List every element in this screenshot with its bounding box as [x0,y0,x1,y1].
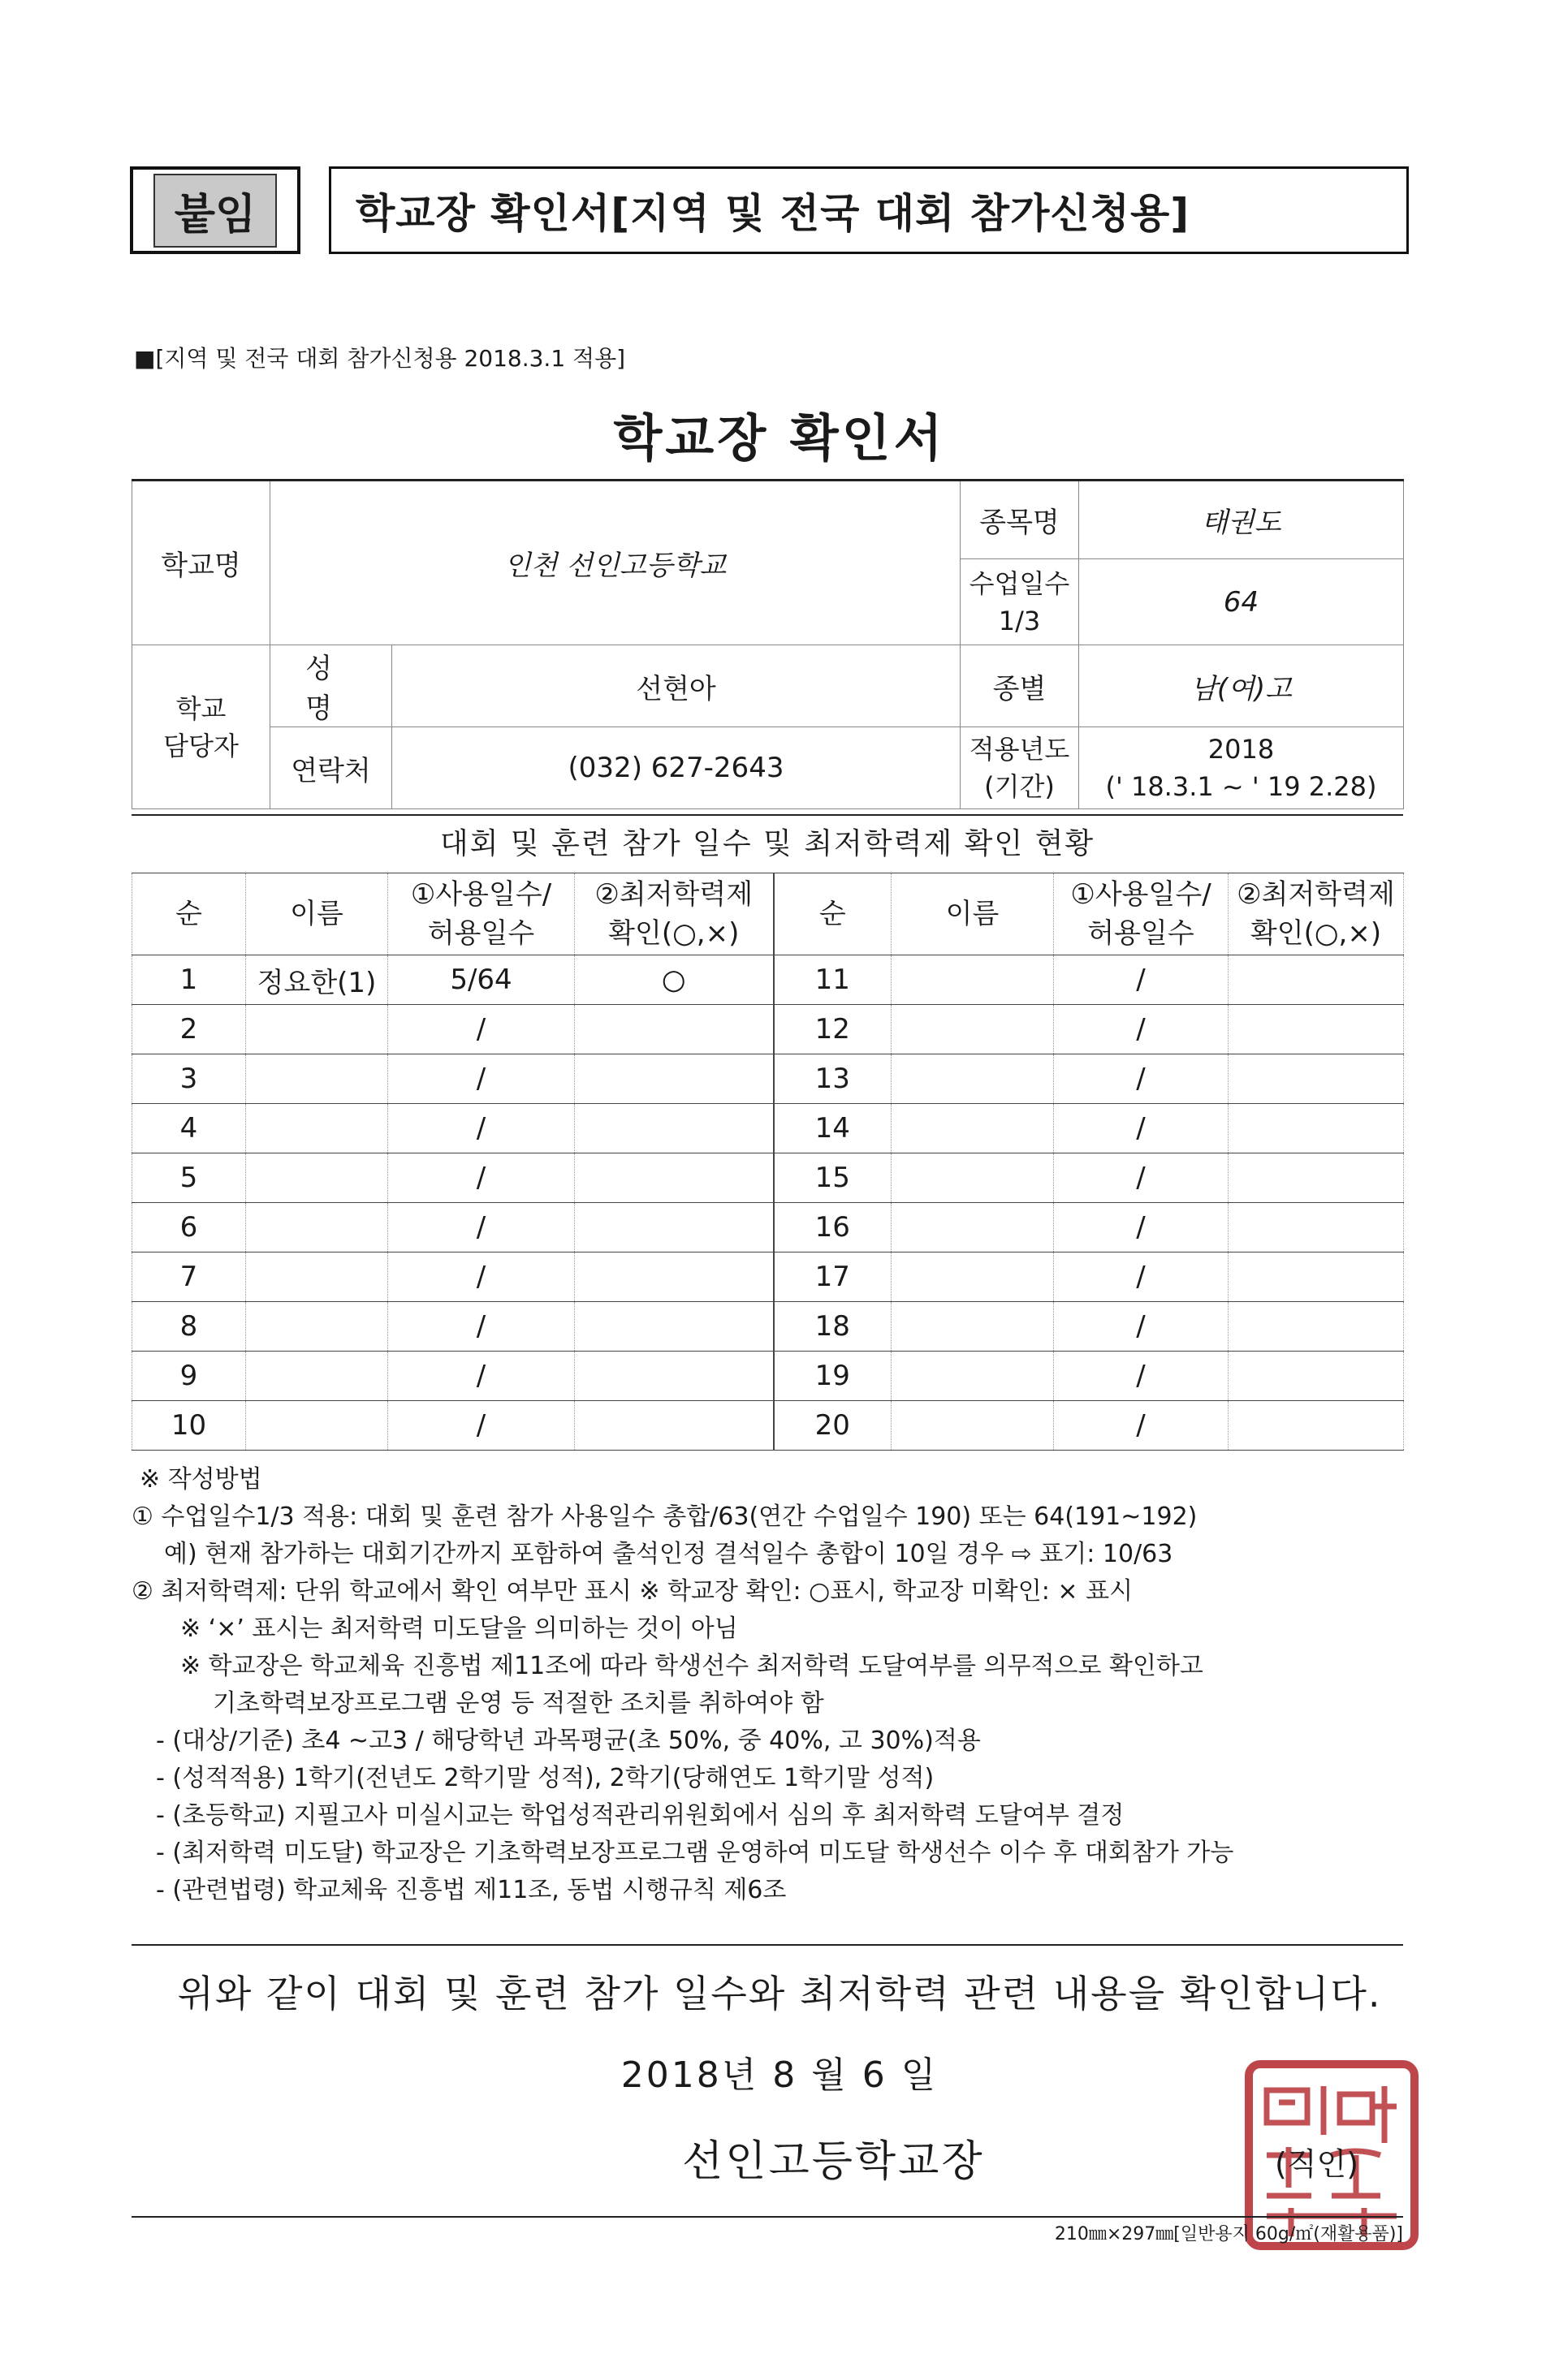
table-row [132,1153,1404,1203]
header-name: 이름 [246,873,388,955]
header-academic-right-2: 확인(○,×) [1250,917,1382,950]
header-days-1: ①사용일수/ [410,878,552,911]
cell-left-days: / [388,1005,575,1054]
cell-left-days: / [388,1153,575,1203]
cell-right-days: / [1054,1005,1229,1054]
school-days-label-1: 수업일수 [969,567,1070,599]
cell-left-no: 9 [132,1352,246,1401]
cell-right-name [892,1104,1054,1153]
sport-value: 태권도 [1079,481,1404,559]
cell-right-days: / [1054,1352,1229,1401]
header-academic-right [1229,873,1404,955]
note-target: - (대상/기준) 초4 ~고3 / 해당학년 과목평균(초 50%, 중 40%, 고 30%)적용 [156,1727,981,1755]
cell-left-name [246,1352,388,1401]
cell-right-no: 19 [774,1352,892,1401]
cell-left-check [575,1054,774,1104]
footer-divider [132,2216,1403,2218]
school-info-table [132,479,1404,809]
cell-left-no: 7 [132,1253,246,1302]
header-academic-2: 확인(○,×) [608,917,740,950]
cell-left-no: 1 [132,955,246,1005]
table-row [132,955,1404,1005]
cell-right-no: 20 [774,1401,892,1451]
cell-right-check [1229,1302,1404,1352]
table-row [132,1203,1404,1253]
cell-left-days: / [388,1203,575,1253]
note-x-meaning: ※ ‘×’ 표시는 최저학력 미도달을 의미하는 것이 아님 [180,1615,738,1643]
cell-left-name [246,1203,388,1253]
cell-left-name [246,1302,388,1352]
header-days-2: 허용일수 [427,917,535,950]
cell-right-name [892,1401,1054,1451]
school-name-label: 학교명 [132,481,270,645]
form-subnote: ■[지역 및 전국 대회 참가신청용 2018.3.1 적용] [134,345,626,372]
cell-left-name [246,1054,388,1104]
cell-right-no: 11 [774,955,892,1005]
note-elementary: - (초등학교) 지필고사 미실시교는 학업성적관리위원회에서 심의 후 최저학력 도달여부 결정 [156,1801,1125,1830]
contact-label: 연락처 [270,727,392,809]
cell-left-name [246,1401,388,1451]
cell-left-check [575,1253,774,1302]
notes-heading: ※ 작성방법 [140,1465,262,1494]
cell-right-no: 13 [774,1054,892,1104]
cell-left-check [575,1203,774,1253]
cell-left-no: 4 [132,1104,246,1153]
cell-right-name [892,1005,1054,1054]
note-days-rule: ① 수업일수1/3 적용: 대회 및 훈련 참가 사용일수 총합/63(연간 수업일수 190) 또는 64(191~192) [132,1503,1198,1531]
cell-right-check [1229,1005,1404,1054]
cell-left-check [575,1401,774,1451]
cell-right-days: / [1054,1054,1229,1104]
cell-left-no: 5 [132,1153,246,1203]
manager-label-1: 학교 [175,692,227,724]
header-name-right: 이름 [892,873,1054,955]
cell-left-no: 10 [132,1401,246,1451]
school-name-value: 인천 선인고등학교 [270,481,961,645]
table-row [132,1302,1404,1352]
cell-right-days: / [1054,1401,1229,1451]
header-days-right-2: 허용일수 [1087,917,1194,950]
year-value-1: 2018 [1207,734,1275,765]
cell-left-days: 5/64 [388,955,575,1005]
school-days-value: 64 [1079,559,1404,645]
year-value [1079,727,1404,809]
header-title: 학교장 확인서[지역 및 전국 대회 참가신청용] [329,166,1409,254]
table-row [132,1352,1404,1401]
cell-left-check [575,1352,774,1401]
year-label-1: 적용년도 [969,734,1070,765]
cell-right-name [892,955,1054,1005]
table-row [132,1401,1404,1451]
cell-right-check [1229,1153,1404,1203]
cell-right-days: / [1054,1104,1229,1153]
note-days-example: 예) 현재 참가하는 대회기간까지 포함하여 출석인정 결석일수 총합이 10일 경우 ⇨ 표기: 10/63 [164,1540,1173,1568]
cell-left-name [246,1104,388,1153]
page-title: 학교장 확인서 [613,408,946,468]
cell-left-name: 정요한(1) [246,955,388,1005]
cell-right-no: 18 [774,1302,892,1352]
writing-instructions [132,1461,1403,1909]
note-grades: - (성적적용) 1학기(전년도 2학기말 성적), 2학기(당해연도 1학기말 성적) [156,1764,935,1792]
cell-right-days: / [1054,1203,1229,1253]
cell-right-name [892,1352,1054,1401]
issue-date: 2018년 8 월 6 일 [620,2054,939,2096]
notes-divider [132,1944,1403,1946]
table-row [132,1054,1404,1104]
cell-left-days: / [388,1104,575,1153]
cell-left-check [575,1005,774,1054]
header-days-right [1054,873,1229,955]
note-academic-rule: ② 최저학력제: 단위 학교에서 확인 여부만 표시 ※ 학교장 확인: ○표시, 학교장 미확인: × 표시 [132,1577,1134,1606]
cell-right-no: 17 [774,1253,892,1302]
cell-left-days: / [388,1054,575,1104]
cell-left-days: / [388,1401,575,1451]
cell-right-no: 16 [774,1203,892,1253]
name-label: 성 명 [270,645,392,727]
confirmation-statement: 위와 같이 대회 및 훈련 참가 일수와 최저학력 관련 내용을 확인합니다. [177,1972,1382,2016]
cell-left-days: / [388,1302,575,1352]
cell-right-check [1229,1253,1404,1302]
table-row [132,1253,1404,1302]
cell-right-check [1229,1054,1404,1104]
note-below-minimum: - (최저학력 미도달) 학교장은 기초학력보장프로그램 운영하여 미도달 학생선수 이수 후 대회참가 가능 [156,1839,1234,1867]
cell-right-check [1229,1203,1404,1253]
cell-right-check [1229,1401,1404,1451]
cell-right-check [1229,1352,1404,1401]
note-principal-duty: ※ 학교장은 학교체육 진흥법 제11조에 따라 학생선수 최저학력 도달여부를 의무적으로 확인하고 [180,1652,1203,1680]
cell-right-days: / [1054,1302,1229,1352]
cell-left-no: 3 [132,1054,246,1104]
header-days [388,873,575,955]
cell-left-check: ○ [575,955,774,1005]
cell-right-name [892,1302,1054,1352]
cell-left-no: 6 [132,1203,246,1253]
cell-left-no: 8 [132,1302,246,1352]
cell-right-days: / [1054,955,1229,1005]
cell-right-check [1229,1104,1404,1153]
year-label-2: (기간) [984,771,1055,802]
section-title: 대회 및 훈련 참가 일수 및 최저학력제 확인 현황 [132,814,1403,873]
year-value-2: (' 18.3.1 ~ ' 19 2.28) [1105,771,1377,802]
cell-right-days: / [1054,1153,1229,1203]
cell-left-no: 2 [132,1005,246,1054]
cell-right-name [892,1253,1054,1302]
manager-label [132,645,270,809]
cell-left-name [246,1153,388,1203]
header-academic [575,873,774,955]
cell-left-days: / [388,1352,575,1401]
cell-left-check [575,1302,774,1352]
school-days-label [961,559,1079,645]
cell-right-name [892,1054,1054,1104]
attachment-badge [130,166,300,254]
header-no-right: 순 [774,873,892,955]
cell-left-name [246,1005,388,1054]
header-academic-1: ②최저학력제 [594,878,754,911]
note-law: - (관련법령) 학교체육 진흥법 제11조, 동법 시행규칙 제6조 [156,1876,787,1904]
cell-left-name [246,1253,388,1302]
type-value: 남(여)고 [1079,645,1404,727]
header-academic-right-1: ②최저학력제 [1237,878,1395,911]
table-row [132,1005,1404,1054]
cell-right-name [892,1203,1054,1253]
participation-table [132,873,1404,1451]
paper-spec: 210㎜×297㎜[일반용지 60g/㎡(재활용품)] [1054,2224,1403,2244]
type-label: 종별 [961,645,1079,727]
cell-left-days: / [388,1253,575,1302]
header-no: 순 [132,873,246,955]
seal-label: (직인) [1275,2146,1359,2182]
table-header-row [132,873,1404,955]
school-days-label-2: 1/3 [998,605,1041,636]
cell-right-no: 14 [774,1104,892,1153]
sport-label: 종목명 [961,481,1079,559]
cell-right-check [1229,955,1404,1005]
manager-label-2: 담당자 [163,730,239,761]
cell-left-check [575,1153,774,1203]
cell-right-name [892,1153,1054,1203]
principal-signature: 선인고등학교장 [682,2137,985,2186]
year-label [961,727,1079,809]
header-days-right-1: ①사용일수/ [1070,878,1211,911]
cell-right-days: / [1054,1253,1229,1302]
cell-left-check [575,1104,774,1153]
note-principal-duty-cont: 기초학력보장프로그램 운영 등 적절한 조치를 취하여야 함 [213,1689,824,1718]
attachment-badge-label: 붙임 [153,174,277,248]
contact-value: (032) 627-2643 [392,727,961,809]
cell-right-no: 12 [774,1005,892,1054]
name-value: 선현아 [392,645,961,727]
cell-right-no: 15 [774,1153,892,1203]
table-row [132,1104,1404,1153]
